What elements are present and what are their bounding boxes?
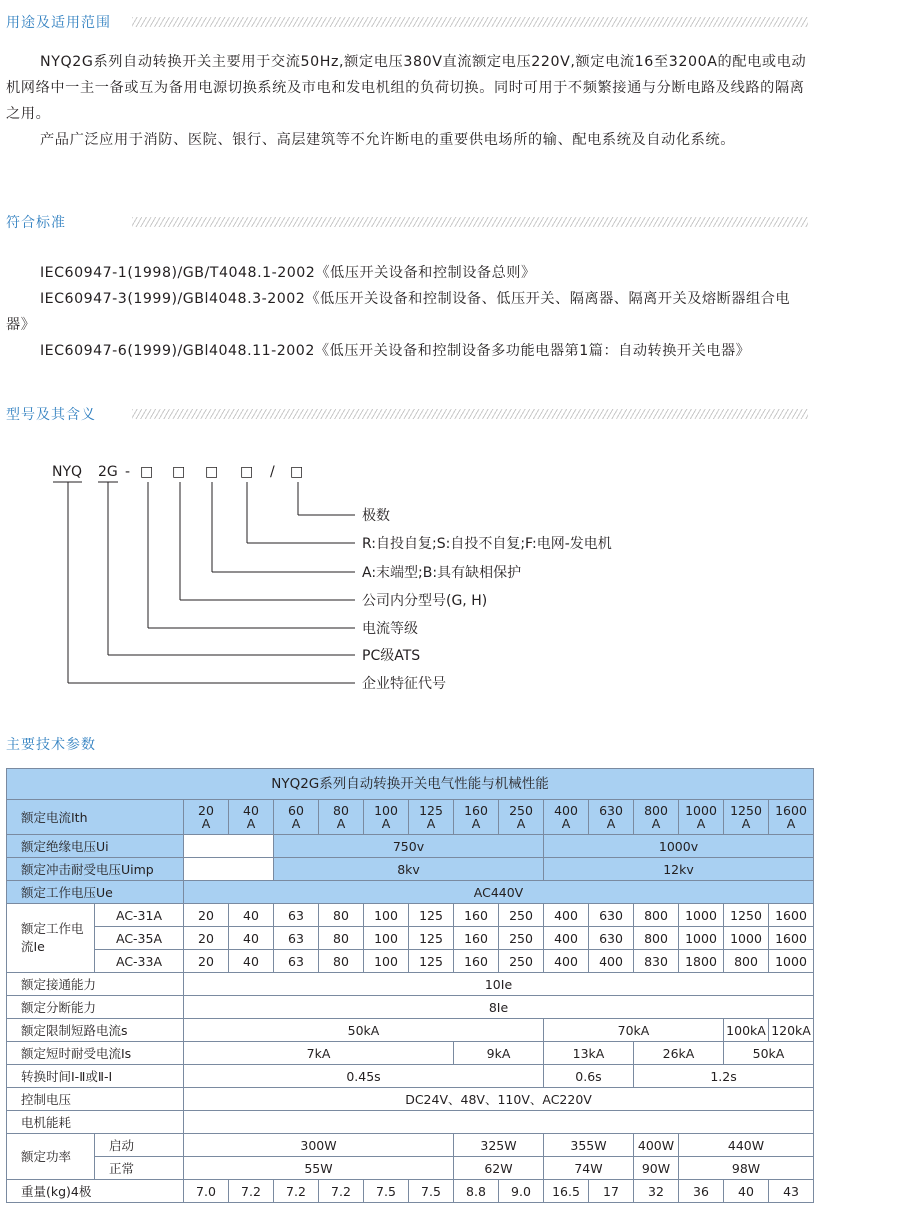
table-row-power-normal [7, 1157, 814, 1180]
value-cell: 63 [274, 927, 319, 950]
value-cell: 20 [184, 927, 229, 950]
value-cell: 0.45s [184, 1065, 544, 1088]
value-cell: 7.2 [319, 1180, 364, 1203]
value-cell: 250 [499, 927, 544, 950]
row-label: 额定电流Ith [7, 800, 184, 835]
current-cell: 60 A [274, 800, 319, 835]
row-label: 额定绝缘电压Ui [7, 835, 184, 858]
value-cell: DC24V、48V、110V、AC220V [184, 1088, 814, 1111]
model-code-box-4: □ [240, 464, 254, 480]
value-cell: 7.0 [184, 1180, 229, 1203]
model-code-box-1: □ [140, 464, 154, 480]
usage-paragraph-1: NYQ2G系列自动转换开关主要用于交流50Hz,额定电压380V直流额定电压220V,额定电流16至3200A的配电或电动机网络中一主一备或互为备用电源切换系统及市电和发电机组的负荷切换。同时可用于不频繁接通与分断电路及线路的隔离之用。 [6, 54, 807, 122]
value-cell: 50kA [724, 1042, 814, 1065]
row-label: 转换时间Ⅰ-Ⅱ或Ⅱ-Ⅰ [7, 1065, 184, 1088]
leader-lines [53, 482, 355, 683]
current-cell: 80 A [319, 800, 364, 835]
value-cell: 63 [274, 950, 319, 973]
standard-item-2: IEC60947-3(1999)/GBl4048.3-2002《低压开关设备和控制设备、低压开关、隔离器、隔离开关及熔断器组合电器》 [6, 291, 791, 333]
model-code-diagram [0, 448, 720, 698]
table-row-making [7, 973, 814, 996]
value-cell: 9kA [454, 1042, 544, 1065]
current-cell: 250 A [499, 800, 544, 835]
value-cell: 80 [319, 927, 364, 950]
value-cell: 1600 [769, 927, 814, 950]
value-cell: 7.2 [274, 1180, 319, 1203]
current-cell: 1600 A [769, 800, 814, 835]
value-cell: 1800 [679, 950, 724, 973]
value-cell: 400 [544, 904, 589, 927]
section-header-standards [6, 212, 66, 232]
value-cell: 125 [409, 927, 454, 950]
value-cell: 98W [679, 1157, 814, 1180]
value-cell: 10Ie [184, 973, 814, 996]
value-cell: 8.8 [454, 1180, 499, 1203]
row-label: 额定接通能力 [7, 973, 184, 996]
value-cell: 20 [184, 950, 229, 973]
value-cell: 1000 [679, 927, 724, 950]
current-cell: 20 A [184, 800, 229, 835]
value-cell: 20 [184, 904, 229, 927]
row-label: 额定功率 [7, 1134, 95, 1180]
value-cell: 100 [364, 927, 409, 950]
meaning-switch-mode: R:自投自复;S:自投不自复;F:电网-发电机 [362, 536, 612, 552]
value-cell: 62W [454, 1157, 544, 1180]
value-cell: 63 [274, 904, 319, 927]
value-cell: 32 [634, 1180, 679, 1203]
value-cell: 1600 [769, 904, 814, 927]
meaning-type: A:末端型;B:具有缺相保护 [362, 565, 522, 581]
value-cell: 80 [319, 904, 364, 927]
value-cell: 250 [499, 950, 544, 973]
value-cell: 750v [274, 835, 544, 858]
value-cell: 100kA [724, 1019, 769, 1042]
section-title: 型号及其含义 [6, 407, 96, 423]
value-cell: 7.5 [409, 1180, 454, 1203]
value-cell: 40 [229, 950, 274, 973]
table-caption-row [7, 769, 814, 800]
value-cell: 400 [589, 950, 634, 973]
value-cell: 125 [409, 950, 454, 973]
value-cell: 7.5 [364, 1180, 409, 1203]
current-cell: 800 A [634, 800, 679, 835]
table-row-limit-short-circuit [7, 1019, 814, 1042]
value-cell: 400 [544, 927, 589, 950]
value-cell: 1000 [769, 950, 814, 973]
table-row-impulse [7, 858, 814, 881]
value-cell: 800 [724, 950, 769, 973]
meaning-poles: 极数 [362, 508, 390, 524]
value-cell: 355W [544, 1134, 634, 1157]
value-cell: 630 [589, 927, 634, 950]
model-code-box-3: □ [205, 464, 219, 480]
standard-item-1: IEC60947-1(1998)/GB/T4048.1-2002《低压开关设备和控制设备总则》 [40, 265, 536, 281]
value-cell: 160 [454, 904, 499, 927]
section-title: 用途及适用范围 [6, 15, 111, 31]
table-row-control-voltage [7, 1088, 814, 1111]
table-row-insulation [7, 835, 814, 858]
row-label: 额定工作电流Ie [7, 904, 95, 973]
value-cell: 250 [499, 904, 544, 927]
table-row-motor-consumption [7, 1111, 814, 1134]
value-cell: 0.6s [544, 1065, 634, 1088]
value-cell: 43 [769, 1180, 814, 1203]
value-cell: 160 [454, 927, 499, 950]
value-cell: 70kA [544, 1019, 724, 1042]
row-label: 额定限制短路电流s [7, 1019, 184, 1042]
current-cell: 160 A [454, 800, 499, 835]
section-title: 符合标准 [6, 215, 66, 231]
category-cell: AC-35A [95, 927, 184, 950]
model-code-box-2: □ [172, 464, 186, 480]
section-header-model [6, 404, 96, 424]
current-cell: 400 A [544, 800, 589, 835]
row-label: 控制电压 [7, 1088, 184, 1111]
value-cell: 17 [589, 1180, 634, 1203]
value-cell: 8Ie [184, 996, 814, 1019]
value-cell: 7kA [184, 1042, 454, 1065]
value-cell: 1.2s [634, 1065, 814, 1088]
value-cell: 74W [544, 1157, 634, 1180]
value-cell: 40 [724, 1180, 769, 1203]
model-code-series: 2G [98, 464, 118, 480]
category-cell: AC-31A [95, 904, 184, 927]
value-cell: 800 [634, 927, 679, 950]
table-row-weight [7, 1180, 814, 1203]
value-cell: 800 [634, 904, 679, 927]
value-cell: 40 [229, 927, 274, 950]
row-label: 额定工作电压Ue [7, 881, 184, 904]
table-row-breaking [7, 996, 814, 1019]
meaning-company-code: 企业特征代号 [362, 676, 446, 692]
table-row-rated-current [7, 800, 814, 835]
meaning-pc-class: PC级ATS [362, 648, 421, 664]
value-cell: 7.2 [229, 1180, 274, 1203]
value-cell: 400 [544, 950, 589, 973]
value-cell: 9.0 [499, 1180, 544, 1203]
row-label: 额定分断能力 [7, 996, 184, 1019]
current-cell: 630 A [589, 800, 634, 835]
current-cell: 1250 A [724, 800, 769, 835]
value-cell: 1000v [544, 835, 814, 858]
sub-label: 正常 [95, 1157, 184, 1180]
value-cell: 125 [409, 904, 454, 927]
value-cell: 13kA [544, 1042, 634, 1065]
usage-paragraph-2: 产品广泛应用于消防、医院、银行、高层建筑等不允许断电的重要供电场所的输、配电系统及自动化系统。 [40, 132, 736, 148]
table-caption: NYQ2G系列自动转换开关电气性能与机械性能 [7, 769, 814, 800]
model-code-prefix: NYQ [52, 464, 83, 480]
section-divider [132, 217, 808, 227]
value-cell: 40 [229, 904, 274, 927]
row-label: 额定冲击耐受电压Uimp [7, 858, 184, 881]
value-cell: 160 [454, 950, 499, 973]
value-cell: 630 [589, 904, 634, 927]
value-cell: 26kA [634, 1042, 724, 1065]
value-cell: 36 [679, 1180, 724, 1203]
table-row-work-current-2 [7, 927, 814, 950]
value-cell: 80 [319, 950, 364, 973]
spec-table [6, 768, 814, 1203]
current-cell: 100 A [364, 800, 409, 835]
section-divider [132, 17, 808, 27]
table-row-power-start [7, 1134, 814, 1157]
table-row-transfer-time [7, 1065, 814, 1088]
current-cell: 40 A [229, 800, 274, 835]
value-cell: 16.5 [544, 1180, 589, 1203]
table-row-work-current-1 [7, 904, 814, 927]
table-row-short-time [7, 1042, 814, 1065]
value-cell: 55W [184, 1157, 454, 1180]
value-cell: 90W [634, 1157, 679, 1180]
section-header-usage [6, 12, 111, 32]
table-row-work-voltage [7, 881, 814, 904]
current-cell: 125 A [409, 800, 454, 835]
model-code-box-5: □ [290, 464, 304, 480]
value-cell: 1250 [724, 904, 769, 927]
value-cell: 830 [634, 950, 679, 973]
value-cell: 300W [184, 1134, 454, 1157]
value-cell: 1000 [724, 927, 769, 950]
standard-item-3: IEC60947-6(1999)/GBl4048.11-2002《低压开关设备和控制设备多功能电器第1篇：自动转换开关电器》 [40, 343, 751, 359]
value-cell: 100 [364, 950, 409, 973]
value-cell: 440W [679, 1134, 814, 1157]
row-label: 重量(kg)4极 [7, 1180, 184, 1203]
section-divider [132, 409, 808, 419]
model-code-dash: - [125, 464, 131, 480]
value-cell: 100 [364, 904, 409, 927]
value-cell: 12kv [544, 858, 814, 881]
table-row-work-current-3 [7, 950, 814, 973]
value-cell: 50kA [184, 1019, 544, 1042]
value-cell: 1000 [679, 904, 724, 927]
current-cell: 1000 A [679, 800, 724, 835]
value-cell: 120kA [769, 1019, 814, 1042]
row-label: 额定短时耐受电流Is [7, 1042, 184, 1065]
row-label: 电机能耗 [7, 1111, 184, 1134]
category-cell: AC-33A [95, 950, 184, 973]
meaning-internal-model: 公司内分型号(G, H) [362, 593, 488, 609]
model-code-slash: / [270, 464, 275, 480]
value-cell: 325W [454, 1134, 544, 1157]
value-cell: AC440V [184, 881, 814, 904]
meaning-current-class: 电流等级 [362, 621, 418, 637]
section-header-params [6, 734, 96, 754]
value-cell: 8kv [274, 858, 544, 881]
sub-label: 启动 [95, 1134, 184, 1157]
section-title: 主要技术参数 [6, 737, 96, 753]
value-cell: 400W [634, 1134, 679, 1157]
